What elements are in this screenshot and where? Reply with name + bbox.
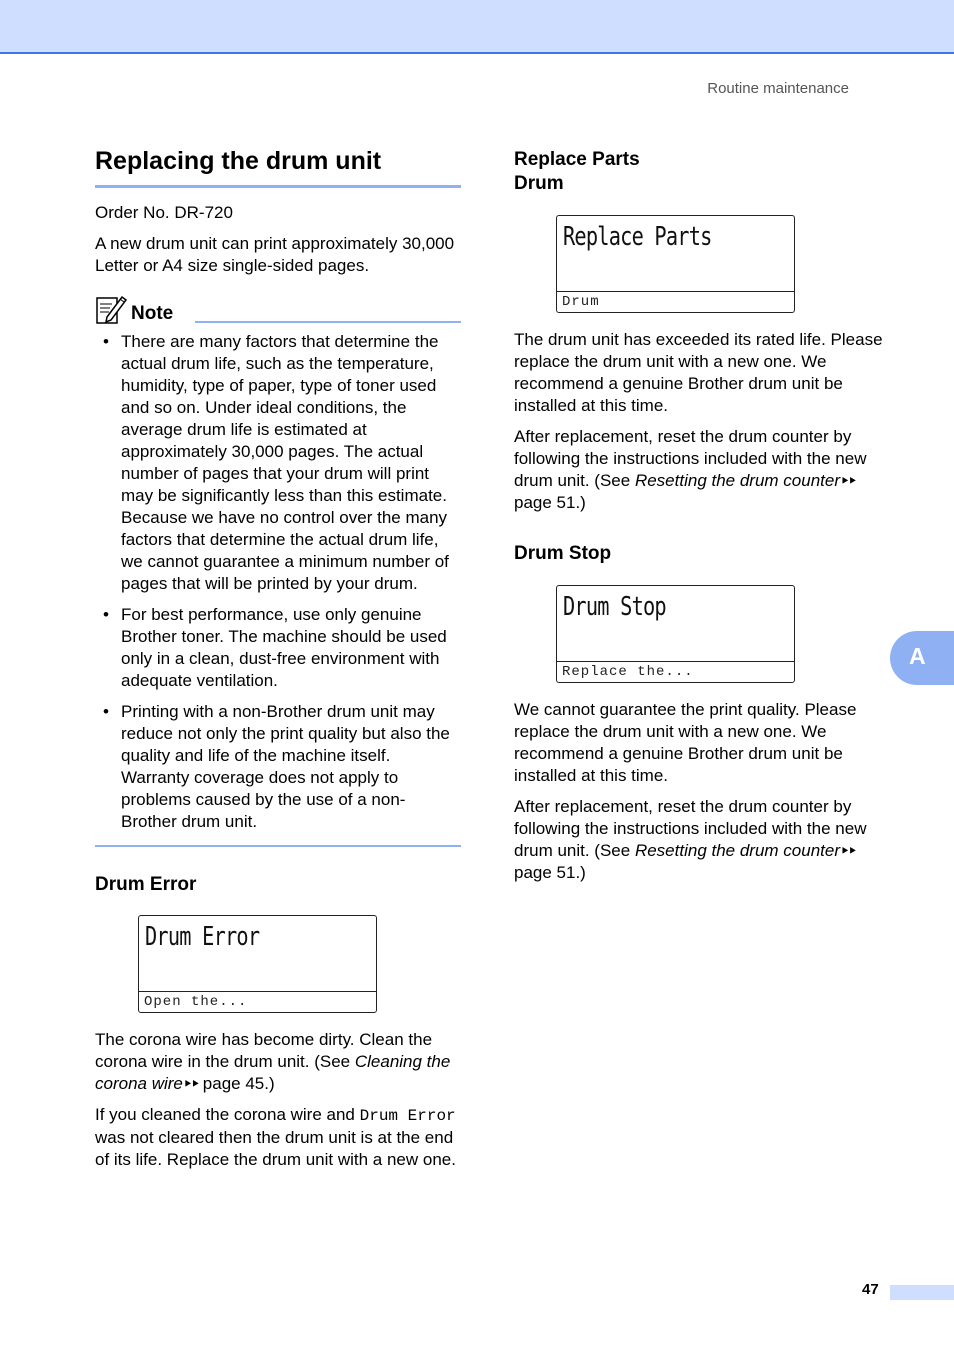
replace-parts-heading-2: Drum — [514, 173, 564, 194]
note-pencil-icon — [95, 293, 127, 325]
double-chevron-right-icon: ⯈⯈ — [840, 844, 856, 858]
running-head: Routine maintenance — [707, 80, 849, 97]
chapter-tab — [890, 631, 954, 685]
list-item: • For best performance, use only genuine Brother toner. The machine should be used only in a clean, dust-free environment with adequate ventilation. — [103, 605, 447, 690]
lcd-replace-parts — [556, 215, 795, 313]
page-title: Replacing the drum unit — [95, 147, 382, 175]
cross-reference: Resetting the drum counter — [634, 841, 841, 860]
drum-stop-para-2: After replacement, reset the drum counter by following the instructions included with the new drum unit. (See Resetting the drum counter⯈⯈ page 51.) — [514, 797, 867, 882]
order-number: Order No. DR-720 — [95, 203, 233, 222]
lcd-main-text: Drum Stop — [563, 592, 666, 622]
note-header — [95, 291, 461, 325]
replace-parts-heading-1: Replace Parts — [514, 149, 640, 170]
replace-parts-para-1: The drum unit has exceeded its rated life. Please replace the drum unit with a new one. We recommend a genuine Brother drum unit be installed at this time. — [514, 330, 883, 415]
list-item: • Printing with a non-Brother drum unit may reduce not only the print quality but also the quality and life of the machine itself. Warranty coverage does not apply to problems caused by the use of a non-Brother drum unit. — [103, 702, 450, 831]
list-item: • There are many factors that determine the actual drum life, such as the temperature, humidity, type of paper, type of toner used and so on. Under ideal conditions, the average drum life is estimated at approximately 30,000 pages. The actual number of pages that your drum will print may be significantly less than this estimate. Because we have no control over the many factors that determine the actual drum life, we cannot guarantee a minimum number of pages that will be printed by your drum. — [103, 332, 449, 593]
drum-error-heading: Drum Error — [95, 874, 197, 895]
note-label: Note — [131, 303, 174, 324]
intro-text: A new drum unit can print approximately 30,000 Letter or A4 size single-sided pages. — [95, 234, 455, 275]
note-rule — [195, 321, 461, 323]
replace-parts-para-2: After replacement, reset the drum counter by following the instructions included with the new drum unit. (See Resetting the drum counter⯈⯈ page 51.) — [514, 427, 867, 512]
double-chevron-right-icon: ⯈⯈ — [182, 1077, 199, 1091]
lcd-sub-text: Drum — [557, 291, 794, 312]
lcd-main-text: Replace Parts — [563, 222, 712, 252]
cross-reference: Resetting the drum counter — [634, 471, 841, 490]
drum-stop-heading: Drum Stop — [514, 543, 612, 564]
lcd-drum-error — [138, 915, 377, 1013]
lcd-drum-stop — [556, 585, 795, 683]
left-column — [95, 140, 461, 1171]
note-list — [95, 331, 461, 833]
title-rule — [95, 185, 461, 188]
lcd-sub-text: Replace the... — [557, 661, 794, 682]
lcd-sub-text: Open the... — [139, 991, 376, 1012]
inline-code: Drum Error — [359, 1107, 456, 1125]
footer-bar — [890, 1285, 954, 1300]
double-chevron-right-icon: ⯈⯈ — [840, 474, 856, 488]
right-column — [514, 140, 884, 884]
cross-reference: Cleaning the corona wire — [95, 1052, 451, 1093]
drum-error-para-1: The corona wire has become dirty. Clean the corona wire in the drum unit. (See Cleaning the corona wire⯈⯈ page 45.) — [95, 1030, 451, 1093]
drum-stop-para-1: We cannot guarantee the print quality. Please replace the drum unit with a new one. We recommend a genuine Brother drum unit be installed at this time. — [514, 700, 857, 785]
drum-error-para-2: If you cleaned the corona wire and Drum Error was not cleared then the drum unit is at the end of its life. Replace the drum unit with a new one. — [95, 1105, 456, 1169]
lcd-main-text: Drum Error — [145, 922, 260, 952]
header-band — [0, 0, 954, 54]
chapter-letter: A — [909, 643, 926, 669]
page-number: 47 — [862, 1281, 879, 1298]
note-end-rule — [95, 845, 461, 847]
